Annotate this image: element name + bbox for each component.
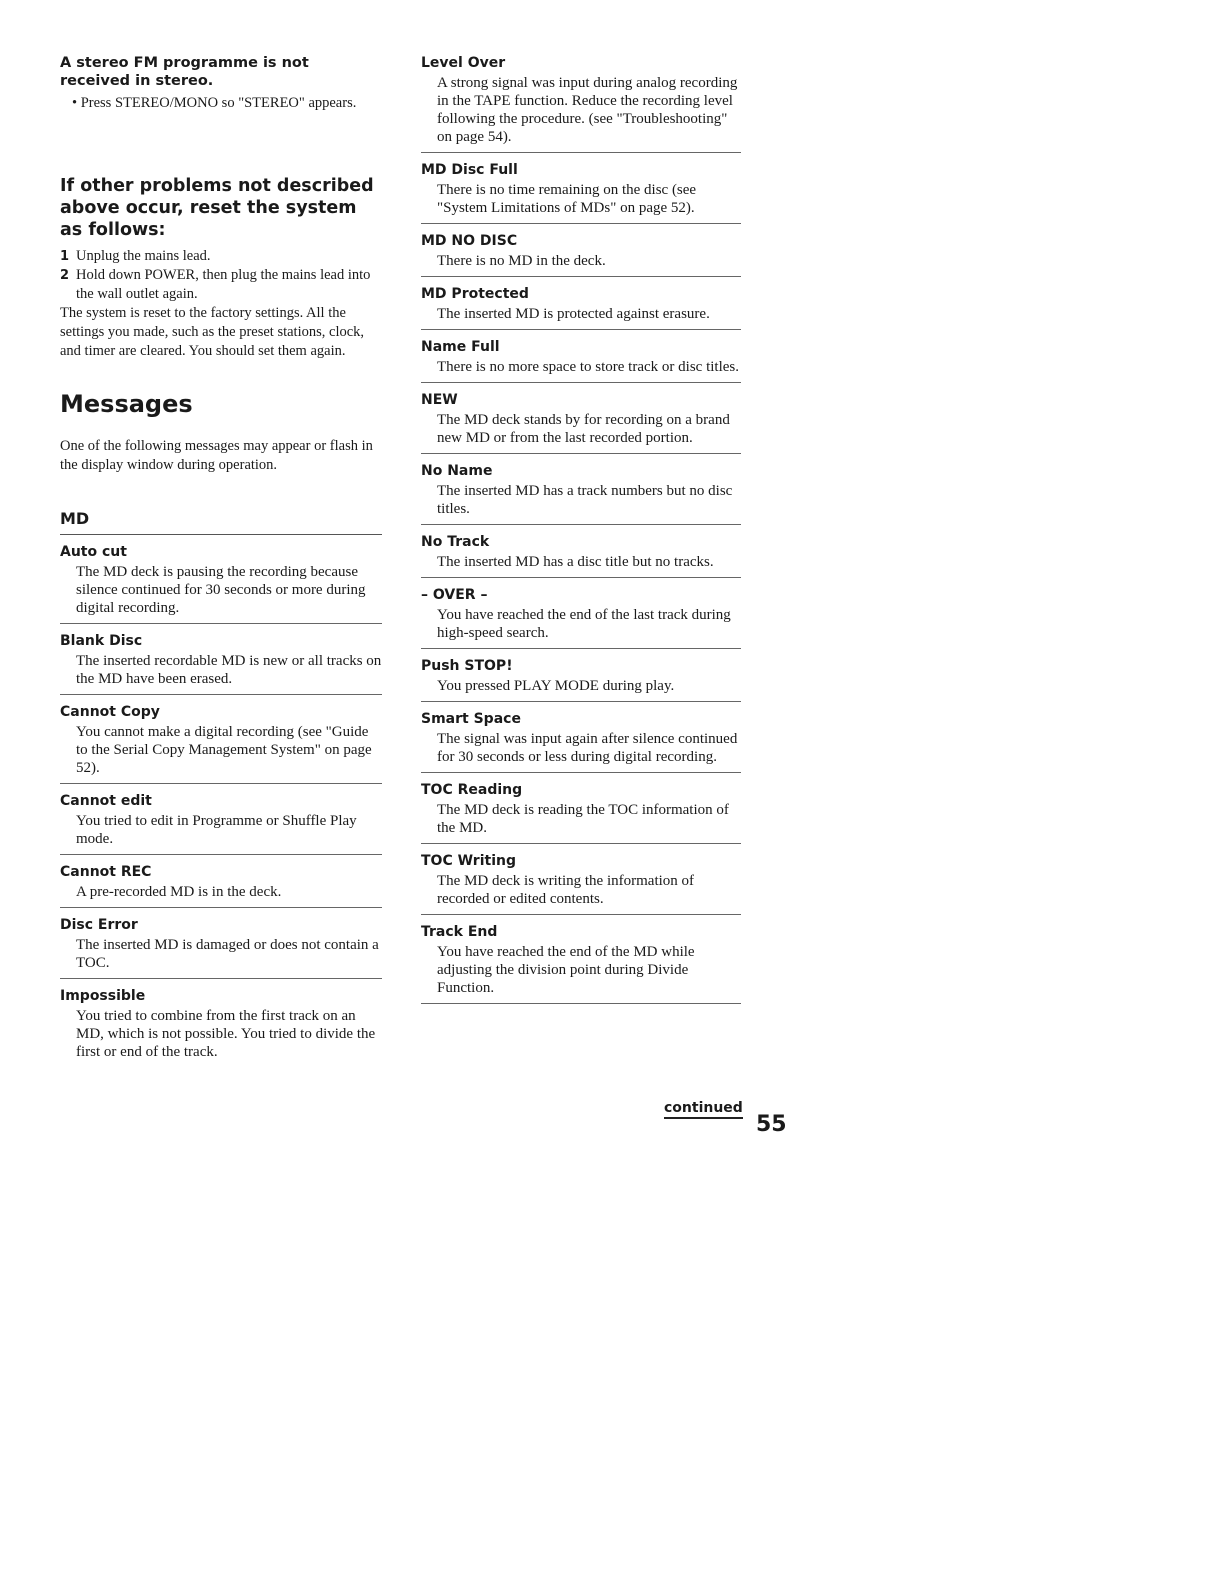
message-description: The MD deck is reading the TOC information of the MD.	[437, 802, 729, 836]
message-entry	[60, 624, 382, 695]
message-description: You have reached the end of the last track during high-speed search.	[437, 607, 731, 641]
message-entry	[60, 908, 382, 979]
step-number: 2	[60, 268, 70, 283]
message-entry	[421, 224, 741, 277]
message-name: Smart Space	[421, 711, 521, 727]
message-entry	[421, 702, 741, 773]
message-description: There is no MD in the deck.	[437, 253, 606, 269]
message-entry	[60, 855, 382, 908]
message-name: MD NO DISC	[421, 233, 518, 249]
md-section-heading: MD	[60, 509, 90, 528]
message-name: TOC Writing	[421, 853, 516, 869]
left-column	[60, 54, 382, 1067]
message-description: You pressed PLAY MODE during play.	[437, 678, 675, 694]
step-number: 1	[60, 249, 70, 264]
message-name: MD Protected	[421, 286, 529, 302]
message-name: Auto cut	[60, 544, 127, 560]
message-description: The inserted MD has a disc title but no tracks.	[437, 554, 714, 570]
message-name: TOC Reading	[421, 782, 523, 798]
message-name: – OVER –	[421, 587, 488, 603]
message-name: Impossible	[60, 988, 146, 1004]
reset-heading: If other problems not described above occur, reset the system as follows:	[60, 176, 374, 240]
message-description: A pre-recorded MD is in the deck.	[76, 884, 282, 900]
message-entry	[421, 153, 741, 224]
message-description: The inserted MD is protected against erasure.	[437, 306, 710, 322]
message-entry	[421, 773, 741, 844]
message-name: Blank Disc	[60, 633, 143, 649]
message-entry	[421, 578, 741, 649]
message-entry	[421, 915, 741, 1004]
message-description: You cannot make a digital recording (see "Guide to the Serial Copy Management System" on page 52).	[76, 724, 372, 776]
message-name: Push STOP!	[421, 658, 513, 674]
message-entry	[421, 454, 741, 525]
message-name: Name Full	[421, 339, 500, 355]
message-description: A strong signal was input during analog recording in the TAPE function. Reduce the recording level following the procedure. (see "Troubleshooting" on page 54).	[437, 75, 738, 145]
message-name: Level Over	[421, 55, 506, 71]
stereo-fm-heading: A stereo FM programme is not received in stereo.	[60, 55, 309, 89]
message-entry	[421, 277, 741, 330]
right-column	[421, 54, 741, 1004]
message-name: Cannot Copy	[60, 704, 160, 720]
message-description: The MD deck is writing the information of recorded or edited contents.	[437, 873, 695, 907]
message-description: You tried to combine from the first track on an MD, which is not possible. You tried to divide the first or end of the track.	[76, 1008, 376, 1060]
reset-step	[60, 247, 382, 266]
step-text: Hold down POWER, then plug the mains lead into the wall outlet again.	[76, 267, 371, 302]
message-name: Track End	[421, 924, 498, 940]
message-list-left	[60, 535, 382, 1067]
message-name: MD Disc Full	[421, 162, 518, 178]
message-entry	[421, 844, 741, 915]
message-entry	[421, 330, 741, 383]
message-description: There is no more space to store track or disc titles.	[437, 359, 739, 375]
message-description: The signal was input again after silence continued for 30 seconds or less during digital recording.	[437, 731, 738, 765]
message-name: No Track	[421, 534, 490, 550]
message-entry	[421, 383, 741, 454]
message-entry	[60, 979, 382, 1067]
message-description: You tried to edit in Programme or Shuffle Play mode.	[76, 813, 357, 847]
continued-label: continued	[664, 1100, 743, 1119]
reset-steps-list	[60, 247, 382, 304]
message-list-right	[421, 54, 741, 1004]
stereo-fm-instruction: • Press STEREO/MONO so "STEREO" appears.	[72, 95, 357, 111]
message-description: The inserted MD has a track numbers but no disc titles.	[437, 483, 733, 517]
message-description: The MD deck is pausing the recording because silence continued for 30 seconds or more during digital recording.	[76, 564, 366, 616]
message-entry	[60, 695, 382, 784]
message-description: There is no time remaining on the disc (see "System Limitations of MDs" on page 52).	[437, 182, 697, 216]
step-text: Unplug the mains lead.	[76, 248, 211, 264]
message-description: The MD deck stands by for recording on a brand new MD or from the last recorded portion.	[437, 412, 730, 446]
message-name: Disc Error	[60, 917, 138, 933]
message-entry	[421, 525, 741, 578]
message-entry	[421, 54, 741, 153]
messages-title: Messages	[60, 390, 193, 418]
message-name: NEW	[421, 392, 458, 408]
message-name: Cannot edit	[60, 793, 152, 809]
message-entry	[60, 784, 382, 855]
message-description: The inserted recordable MD is new or all tracks on the MD have been erased.	[76, 653, 382, 687]
message-name: Cannot REC	[60, 864, 152, 880]
message-name: No Name	[421, 463, 493, 479]
reset-note: The system is reset to the factory settings. All the settings you made, such as the preset stations, clock, and timer are cleared. You should set them again.	[60, 305, 365, 359]
messages-intro: One of the following messages may appear or flash in the display window during operation.	[60, 438, 373, 473]
reset-step	[60, 266, 382, 304]
message-description: You have reached the end of the MD while adjusting the division point during Divide Function.	[437, 944, 695, 996]
message-entry	[60, 535, 382, 624]
message-description: The inserted MD is damaged or does not contain a TOC.	[76, 937, 379, 971]
message-entry	[421, 649, 741, 702]
page-number: 55	[756, 1112, 787, 1137]
